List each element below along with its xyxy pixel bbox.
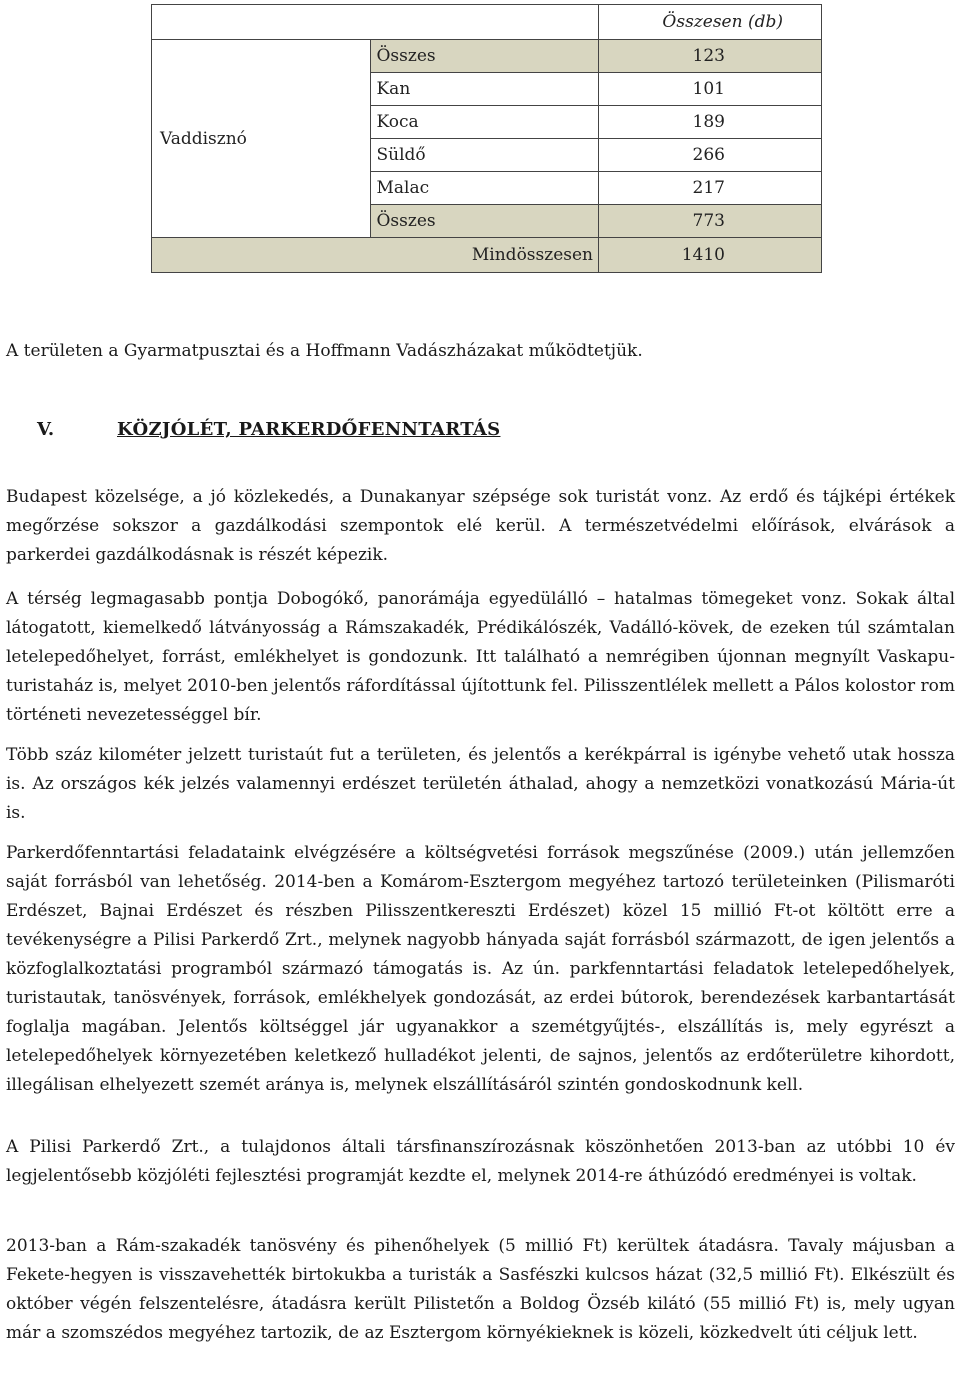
table-row-value: 217 [599, 172, 822, 205]
table-total-value: 1410 [599, 238, 822, 273]
table-header-empty-cell [152, 5, 599, 40]
table-row-label: Süldő [371, 139, 599, 172]
paragraph-5: A Pilisi Parkerdő Zrt., a tulajdonos általi társfinanszírozásnak köszönhetően 2013-ban az utóbbi 10 év legjelentősebb közjóléti fejlesztési programját kezdte el, melynek 2014-re áthúzódó eredményei is voltak. [6, 1137, 955, 1186]
table-row-label: Kan [371, 73, 599, 106]
section-title: KÖZJÓLÉT, PARKERDŐFENNTARTÁS [117, 419, 501, 440]
paragraph-1: Budapest közelsége, a jó közlekedés, a Dunakanyar szépsége sok turistát vonz. Az erdő és tájképi értékek megőrzése sokszor a gazdálkodási szempontok elé kerül. A természetvédelmi előírások, elvárások a parkerdei gazdálkodásnak is részét képezik. [6, 487, 955, 565]
table-row-value: 189 [599, 106, 822, 139]
paragraph-2: A térség legmagasabb pontja Dobogókő, panorámája egyedülálló – hatalmas tömegeket vonz. Sokak által látogatott, kiemelkedő látványosság a Rámszakadék, Prédikálószék, Vadálló-kövek, de ezeken túl számtalan letelepedőhelyet, forrást, emlékhelyet is gondozunk. Itt található a nemrégiben újonnan megnyílt Vaskapu-turistaház is, melyet 2010-ben jelentős ráfordítással újítottunk fel. Pilisszentlélek mellett a Pálos kolostor rom történeti nevezetességgel bír. [6, 589, 955, 725]
table-header-total: Összesen (db) [599, 5, 822, 40]
table-row-value: 266 [599, 139, 822, 172]
table-row-label: Összes [371, 40, 599, 73]
table-row-value: 101 [599, 73, 822, 106]
table-row-label: Malac [371, 172, 599, 205]
table-total-label: Mindösszesen [152, 238, 599, 273]
table-row [152, 40, 822, 73]
section-number: V. [37, 419, 55, 440]
paragraph-3: Több száz kilométer jelzett turistaút fut a területen, és jelentős a kerékpárral is igénybe vehető utak hossza is. Az országos kék jelzés valamennyi erdészet területén áthalad, ahogy a nemzetközi vonatkozású Mária-út is. [6, 745, 955, 823]
table-row-label: Összes [371, 205, 599, 238]
table-row-value: 773 [599, 205, 822, 238]
table-total-row [152, 238, 822, 273]
table-row-value: 123 [599, 40, 822, 73]
paragraph-4: Parkerdőfenntartási feladataink elvégzésére a költségvetési források megszűnése (2009.) után jellemzően saját forrásból van lehetőség. 2014-ben a Komárom-Esztergom megyéhez tartozó területeinken (Pilismaróti Erdészet, Bajnai Erdészet és részben Pilisszentkereszti Erdészet) közel 15 millió Ft-ot költött erre a tevékenységre a Pilisi Parkerdő Zrt., melynek nagyobb hányada saját forrásból származott, de igen jelentős a közfoglalkoztatási programból származó támogatás is. Az ún. parkfenntartási feladatok letelepedőhelyek, turistautak, tanösvények, források, emlékhelyek gondozását, az erdei bútorok, berendezések karbantartását foglalja magában. Jelentős költséggel jár ugyanakkor a szemétgyűjtés-, elszállítás is, mely egyrészt a letelepedőhelyek környezetében keletkező hulladékot jelenti, de sajnos, jelentős az erdőterületre kihordott, illegálisan elhelyezett szemét aránya is, melynek elszállításáról szintén gondoskodnunk kell. [6, 843, 955, 1095]
game-stats-table [151, 4, 822, 273]
table-header-row [152, 5, 822, 40]
table-group-label: Vaddisznó [152, 40, 371, 238]
section-heading [37, 419, 500, 440]
intro-paragraph: A területen a Gyarmatpusztai és a Hoffmann Vadászházakat működtetjük. [6, 341, 643, 361]
table-row-label: Koca [371, 106, 599, 139]
paragraph-6: 2013-ban a Rám-szakadék tanösvény és pihenőhelyek (5 millió Ft) kerültek átadásra. Tavaly májusban a Fekete-hegyen is visszavehették birtokukba a turisták a Sasfészki kulcsos házat (32,5 millió Ft). Elkészült és október végén felszentelésre, átadásra került Pilistetőn a Boldog Özséb kilátó (55 millió Ft) is, mely ugyan már a szomszédos megyéhez tartozik, de az Esztergom környékieknek is közeli, közkedvelt úti céljuk lett. [6, 1236, 955, 1343]
